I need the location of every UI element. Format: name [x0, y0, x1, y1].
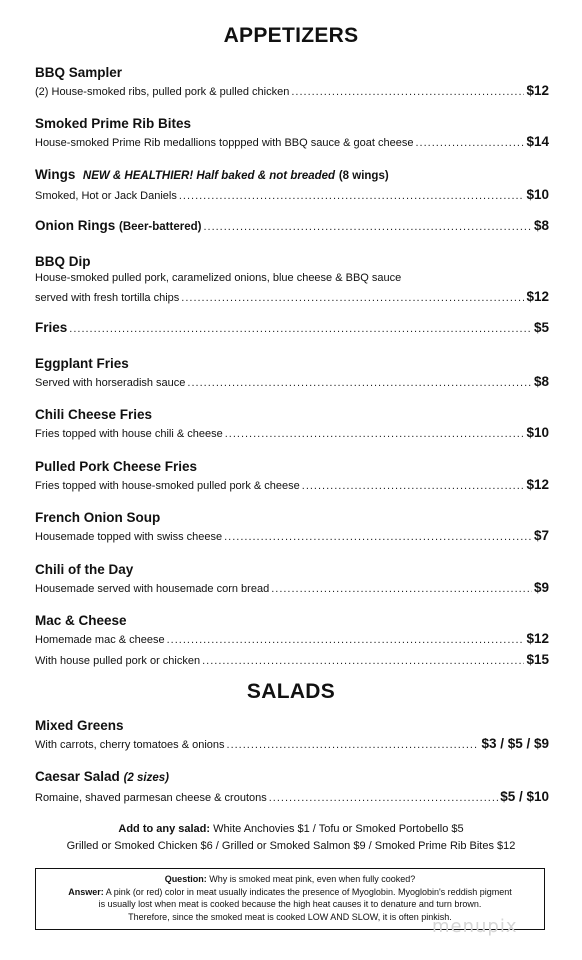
- qa-answer-1: [36, 886, 544, 899]
- item-desc: With house pulled pork or chicken: [35, 655, 201, 667]
- item-price: $12: [526, 631, 549, 646]
- item-name: French Onion Soup: [35, 510, 161, 525]
- item-desc: House-smoked Prime Rib medallions toppped with BBQ sauce & goat cheese: [35, 137, 414, 149]
- item-name: Mac & Cheese: [35, 613, 127, 628]
- item-price: $12: [526, 83, 549, 98]
- menu-item-fries: [35, 318, 549, 339]
- dot-leader: [202, 652, 524, 671]
- item-desc: Fries topped with house-smoked pulled pork & cheese: [35, 480, 300, 492]
- item-name: Mixed Greens: [35, 718, 124, 733]
- item-desc: Housemade served with housemade corn bread: [35, 583, 270, 595]
- item-desc: Housemade topped with swiss cheese: [35, 531, 223, 543]
- dot-leader: [224, 528, 532, 547]
- item-line: [35, 650, 549, 671]
- item-line: [35, 734, 549, 755]
- item-price: $14: [526, 134, 549, 149]
- item-name: BBQ Sampler: [35, 65, 123, 80]
- item-price: $3 / $5 / $9: [481, 736, 549, 751]
- item-name-row: [35, 768, 549, 787]
- item-name: BBQ Dip: [35, 254, 91, 269]
- dot-leader: [415, 134, 524, 153]
- item-line: [35, 287, 549, 308]
- item-price: $10: [526, 425, 549, 440]
- dot-leader: [227, 736, 480, 755]
- item-name-row: [35, 166, 549, 185]
- question-text: Why is smoked meat pink, even when fully cooked?: [209, 874, 416, 884]
- item-note: (2 sizes): [123, 772, 169, 784]
- item-line: [35, 475, 549, 496]
- question-label: Question:: [164, 874, 207, 884]
- item-name: Caesar Salad: [35, 769, 120, 784]
- item-price: $10: [526, 187, 549, 202]
- item-line: [35, 526, 549, 547]
- item-count: (8 wings): [338, 170, 389, 182]
- dot-leader: [269, 789, 498, 808]
- dot-leader: [69, 320, 532, 339]
- dot-leader: [179, 187, 525, 206]
- item-price: $8: [533, 218, 549, 233]
- addons-line-1: [0, 821, 582, 838]
- item-line: [35, 787, 549, 808]
- menu-item-french-onion-soup: [35, 509, 549, 547]
- dot-leader: [271, 580, 532, 599]
- item-desc: Homemade mac & cheese: [35, 634, 165, 646]
- item-name: Onion Rings: [35, 218, 116, 233]
- dot-leader: [225, 425, 525, 444]
- item-line: [35, 629, 549, 650]
- item-line: [35, 318, 549, 339]
- item-desc: Smoked, Hot or Jack Daniels: [35, 190, 177, 202]
- item-name: Eggplant Fries: [35, 356, 129, 371]
- dot-leader: [167, 631, 525, 650]
- menu-item-bbq-sampler: [35, 64, 549, 102]
- item-line: [35, 372, 549, 393]
- menu-item-caesar-salad: [35, 768, 549, 808]
- dot-leader: [181, 289, 524, 308]
- dot-leader: [302, 477, 525, 496]
- dot-leader: [203, 218, 532, 237]
- answer-text-1: A pink (or red) color in meat usually indicates the presence of Myoglobin. Myoglobin's reddish pigment: [105, 886, 512, 897]
- item-note: NEW & HEALTHIER! Half baked & not breaded: [82, 170, 336, 182]
- item-name: Pulled Pork Cheese Fries: [35, 459, 198, 474]
- item-note: (Beer-battered): [119, 221, 202, 233]
- item-price: $12: [526, 289, 549, 304]
- salads-title: SALADS: [246, 680, 336, 703]
- item-line: [35, 578, 549, 599]
- answer-label: Answer:: [68, 886, 104, 897]
- menu-item-pulled-pork-cheese-fries: [35, 458, 549, 496]
- salad-addons: [0, 821, 582, 855]
- appetizers-title: APPETIZERS: [223, 24, 359, 47]
- item-line: [35, 81, 549, 102]
- item-price: $8: [533, 374, 549, 389]
- menu-item-chili-of-the-day: [35, 561, 549, 599]
- item-price: $5: [533, 320, 549, 335]
- item-price: $9: [533, 580, 549, 595]
- item-name: Smoked Prime Rib Bites: [35, 116, 192, 131]
- menu-item-prime-rib-bites: [35, 115, 549, 153]
- item-desc: Served with horseradish sauce: [35, 377, 186, 389]
- item-price: $5 / $10: [500, 789, 549, 804]
- addons-text-1: White Anchovies $1 / Tofu or Smoked Portobello $5: [213, 823, 464, 835]
- menu-item-eggplant-fries: [35, 355, 549, 393]
- answer-text-2: is usually lost when meat is cooked because the high heat causes it to denature and turn brown.: [98, 899, 482, 909]
- menu-item-mac-and-cheese: [35, 612, 549, 671]
- menu-item-bbq-dip: [35, 253, 549, 308]
- item-desc: Fries topped with house chili & cheese: [35, 428, 223, 440]
- item-desc: House-smoked pulled pork, caramelized onions, blue cheese & BBQ sauce: [35, 272, 402, 284]
- item-line: [35, 185, 549, 206]
- dot-leader: [187, 374, 532, 393]
- watermark: menupix: [432, 916, 518, 937]
- item-price: $7: [533, 528, 549, 543]
- item-line: [35, 423, 549, 444]
- menu-item-onion-rings: [35, 216, 549, 237]
- menu-item-wings: [35, 166, 549, 206]
- item-price: $12: [526, 477, 549, 492]
- item-name-row: [35, 216, 201, 237]
- item-price: $15: [526, 652, 549, 667]
- item-line: [35, 132, 549, 153]
- item-name: Fries: [35, 320, 68, 335]
- addons-text-2: Grilled or Smoked Chicken $6 / Grilled or Smoked Salmon $9 / Smoked Prime Rib Bites $12: [66, 840, 516, 852]
- item-desc: With carrots, cherry tomatoes & onions: [35, 739, 225, 751]
- answer-text-3: Therefore, since the smoked meat is cooked LOW AND SLOW, it is often pinkish.: [128, 911, 452, 922]
- item-line: [35, 216, 549, 237]
- item-desc-cont: served with fresh tortilla chips: [35, 292, 180, 304]
- menu-item-chili-cheese-fries: [35, 406, 549, 444]
- item-desc: Romaine, shaved parmesan cheese & croutons: [35, 792, 267, 804]
- item-name: Chili Cheese Fries: [35, 407, 153, 422]
- item-desc: (2) House-smoked ribs, pulled pork & pulled chicken: [35, 86, 290, 98]
- menu-item-mixed-greens: [35, 717, 549, 755]
- dot-leader: [291, 83, 524, 102]
- qa-question: [36, 873, 544, 886]
- addons-label: Add to any salad:: [118, 823, 211, 835]
- item-name: Wings: [35, 167, 76, 182]
- item-name: Chili of the Day: [35, 562, 134, 577]
